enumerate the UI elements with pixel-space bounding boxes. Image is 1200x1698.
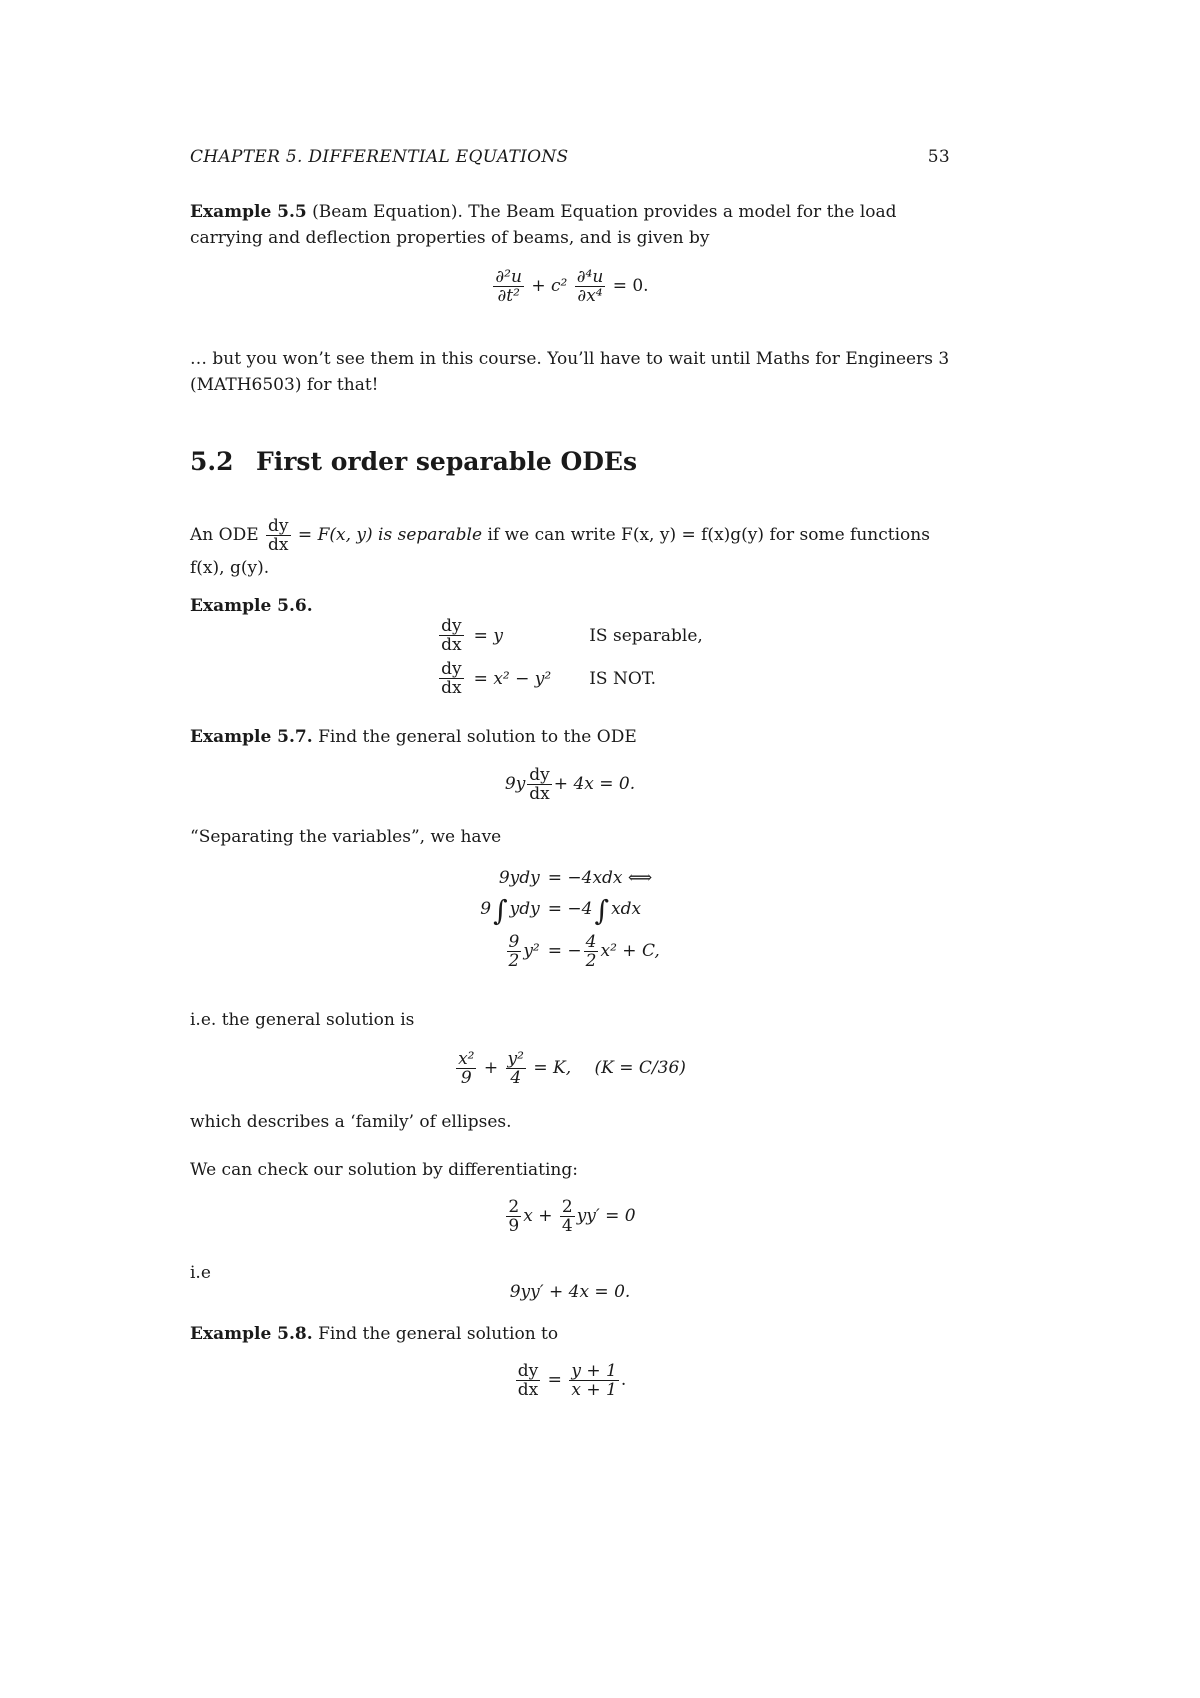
final-equation: 9yy′ + 4x = 0. <box>509 1282 631 1302</box>
general-solution-equation: $\frac{\text{x²}}{9}$ + $\frac{\text{y²}}{4}$ = K, (K = C/36) <box>458 1049 686 1088</box>
step-1: 9ydy = −4xdx ⟺ <box>498 868 653 888</box>
example-5-8-intro: Example 5.8. Find the general solution to <box>190 1324 559 1344</box>
document-page <box>190 0 950 1556</box>
separating-text: “Separating the variables”, we have <box>190 827 502 847</box>
section-title: First order separable ODEs <box>256 447 638 476</box>
ellipses-text: which describes a ‘family’ of ellipses. <box>190 1112 512 1132</box>
chapter-title: CHAPTER 5. DIFFERENTIAL EQUATIONS <box>190 147 569 167</box>
step-3: $\frac{9}{2}$ y² = − $\frac{4}{2}$ x² + C, <box>508 932 660 971</box>
page-number: 53 <box>927 147 950 167</box>
running-header <box>190 145 950 169</box>
ode-5-8: $\frac{dy}{dx}$ = $\frac{y + 1}{x + 1}$ . <box>517 1361 627 1400</box>
definition-line-2: f(x), g(y). <box>190 558 270 578</box>
example-5-6-label: Example 5.6. <box>190 596 313 616</box>
general-solution-text: i.e. the general solution is <box>190 1010 415 1030</box>
example-5-6-equations <box>190 614 950 700</box>
beam-equation: $\frac{\text{∂²u}}{\text{∂t²}}$ + c² $\frac{\text{∂⁴u}}{\text{∂x⁴}}$ = 0. <box>495 267 649 306</box>
check-text: We can check our solution by differentiating: <box>190 1160 578 1180</box>
not-separable-example-row: $\frac{dy}{dx}$ = x² − y² IS NOT. <box>441 659 657 698</box>
separation-steps <box>190 865 950 973</box>
definition-line-1: An ODE $\frac{dy}{dx}$ = F(x, y) is separable if we can write F(x, y) = f(x)g(y) for some functions <box>190 516 930 555</box>
example-label: Example 5.5 <box>190 202 307 222</box>
ode-5-7: 9y $\frac{dy}{dx}$ + 4x = 0. <box>504 765 636 804</box>
remark-line-1: … but you won’t see them in this course. You’ll have to wait until Maths for Engineers 3 <box>190 349 950 369</box>
example-5-5-line-1: Example 5.5 (Beam Equation). The Beam Equation provides a model for the load <box>190 202 897 222</box>
example-5-5-line-2: carrying and deflection properties of beams, and is given by <box>190 228 710 248</box>
remark-line-2: (MATH6503) for that! <box>190 375 379 395</box>
ie-text: i.e <box>190 1263 211 1283</box>
separable-example-row: $\frac{dy}{dx}$ = y IS separable, <box>441 616 703 655</box>
step-2: 9∫ ydy = −4∫ xdx <box>480 894 642 927</box>
example-5-7-intro: Example 5.7. Find the general solution to the ODE <box>190 727 637 747</box>
section-number: 5.2 <box>190 447 234 476</box>
section-heading <box>190 447 637 476</box>
differentiated-equation: $\frac{2}{9}$ x + $\frac{2}{4}$ yy′ = 0 <box>508 1197 636 1236</box>
